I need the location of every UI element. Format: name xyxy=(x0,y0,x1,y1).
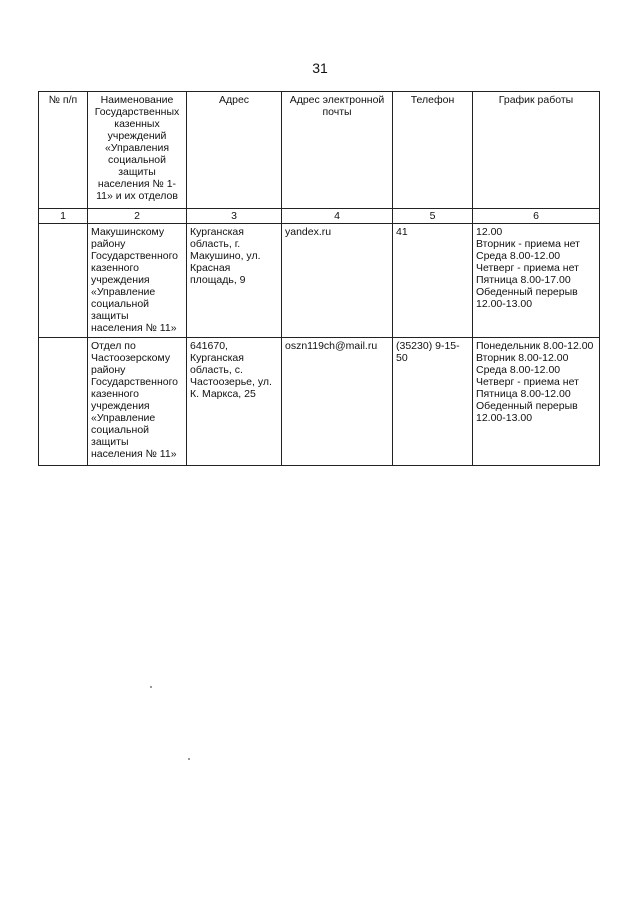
table-row xyxy=(39,224,600,338)
row-number xyxy=(39,338,88,466)
header-row xyxy=(39,92,600,209)
institution-phone: (35230) 9-15-50 xyxy=(393,338,473,466)
column-number: 6 xyxy=(473,209,600,224)
institution-address: Курганская область, г. Макушино, ул. Красная площадь, 9 xyxy=(187,224,282,338)
schedule-line: Среда 8.00-12.00 xyxy=(476,364,561,376)
column-number: 5 xyxy=(393,209,473,224)
institution-name: Отдел по Частоозерскому району Государственного казенного учреждения «Управление социальной защиты населения № 11» xyxy=(88,338,187,466)
institution-phone: 41 xyxy=(393,224,473,338)
column-number: 2 xyxy=(88,209,187,224)
schedule-line: Вторник - приема нет xyxy=(476,238,580,250)
institutions-table xyxy=(38,91,600,466)
row-number xyxy=(39,224,88,338)
header-schedule: График работы xyxy=(473,92,600,209)
column-number-row xyxy=(39,209,600,224)
schedule-line: Пятница 8.00-17.00 xyxy=(476,274,571,286)
table-row xyxy=(39,338,600,466)
schedule-line: Понедельник 8.00-12.00 xyxy=(476,340,594,352)
institution-email: yandex.ru xyxy=(282,224,393,338)
header-phone: Телефон xyxy=(393,92,473,209)
scan-speck xyxy=(150,686,152,688)
schedule-line: Среда 8.00-12.00 xyxy=(476,250,561,262)
schedule-line: Вторник 8.00-12.00 xyxy=(476,352,569,364)
institution-schedule xyxy=(473,224,600,338)
institution-address: 641670, Курганская область, с. Частоозерье, ул. К. Маркса, 25 xyxy=(187,338,282,466)
schedule-line: Обеденный перерыв 12.00-13.00 xyxy=(476,286,578,310)
schedule-line: Четверг - приема нет xyxy=(476,262,579,274)
institution-name: Макушинскому району Государственного казенного учреждения «Управление социальной защиты населения № 11» xyxy=(88,224,187,338)
institution-schedule xyxy=(473,338,600,466)
column-number: 4 xyxy=(282,209,393,224)
schedule-line: Пятница 8.00-12.00 xyxy=(476,388,571,400)
header-email: Адрес электронной почты xyxy=(282,92,393,209)
column-number: 1 xyxy=(39,209,88,224)
schedule-line: Обеденный перерыв 12.00-13.00 xyxy=(476,400,578,424)
header-address: Адрес xyxy=(187,92,282,209)
schedule-line: 12.00 xyxy=(476,226,503,238)
header-name: Наименование Государственных казенных учреждений «Управления социальной защиты населения № 1-11» и их отделов xyxy=(88,92,187,209)
page-number: 31 xyxy=(312,60,328,76)
scan-speck xyxy=(188,758,190,760)
header-number: № п/п xyxy=(39,92,88,209)
institution-email: oszn119ch@mail.ru xyxy=(282,338,393,466)
column-number: 3 xyxy=(187,209,282,224)
schedule-line: Четверг - приема нет xyxy=(476,376,579,388)
